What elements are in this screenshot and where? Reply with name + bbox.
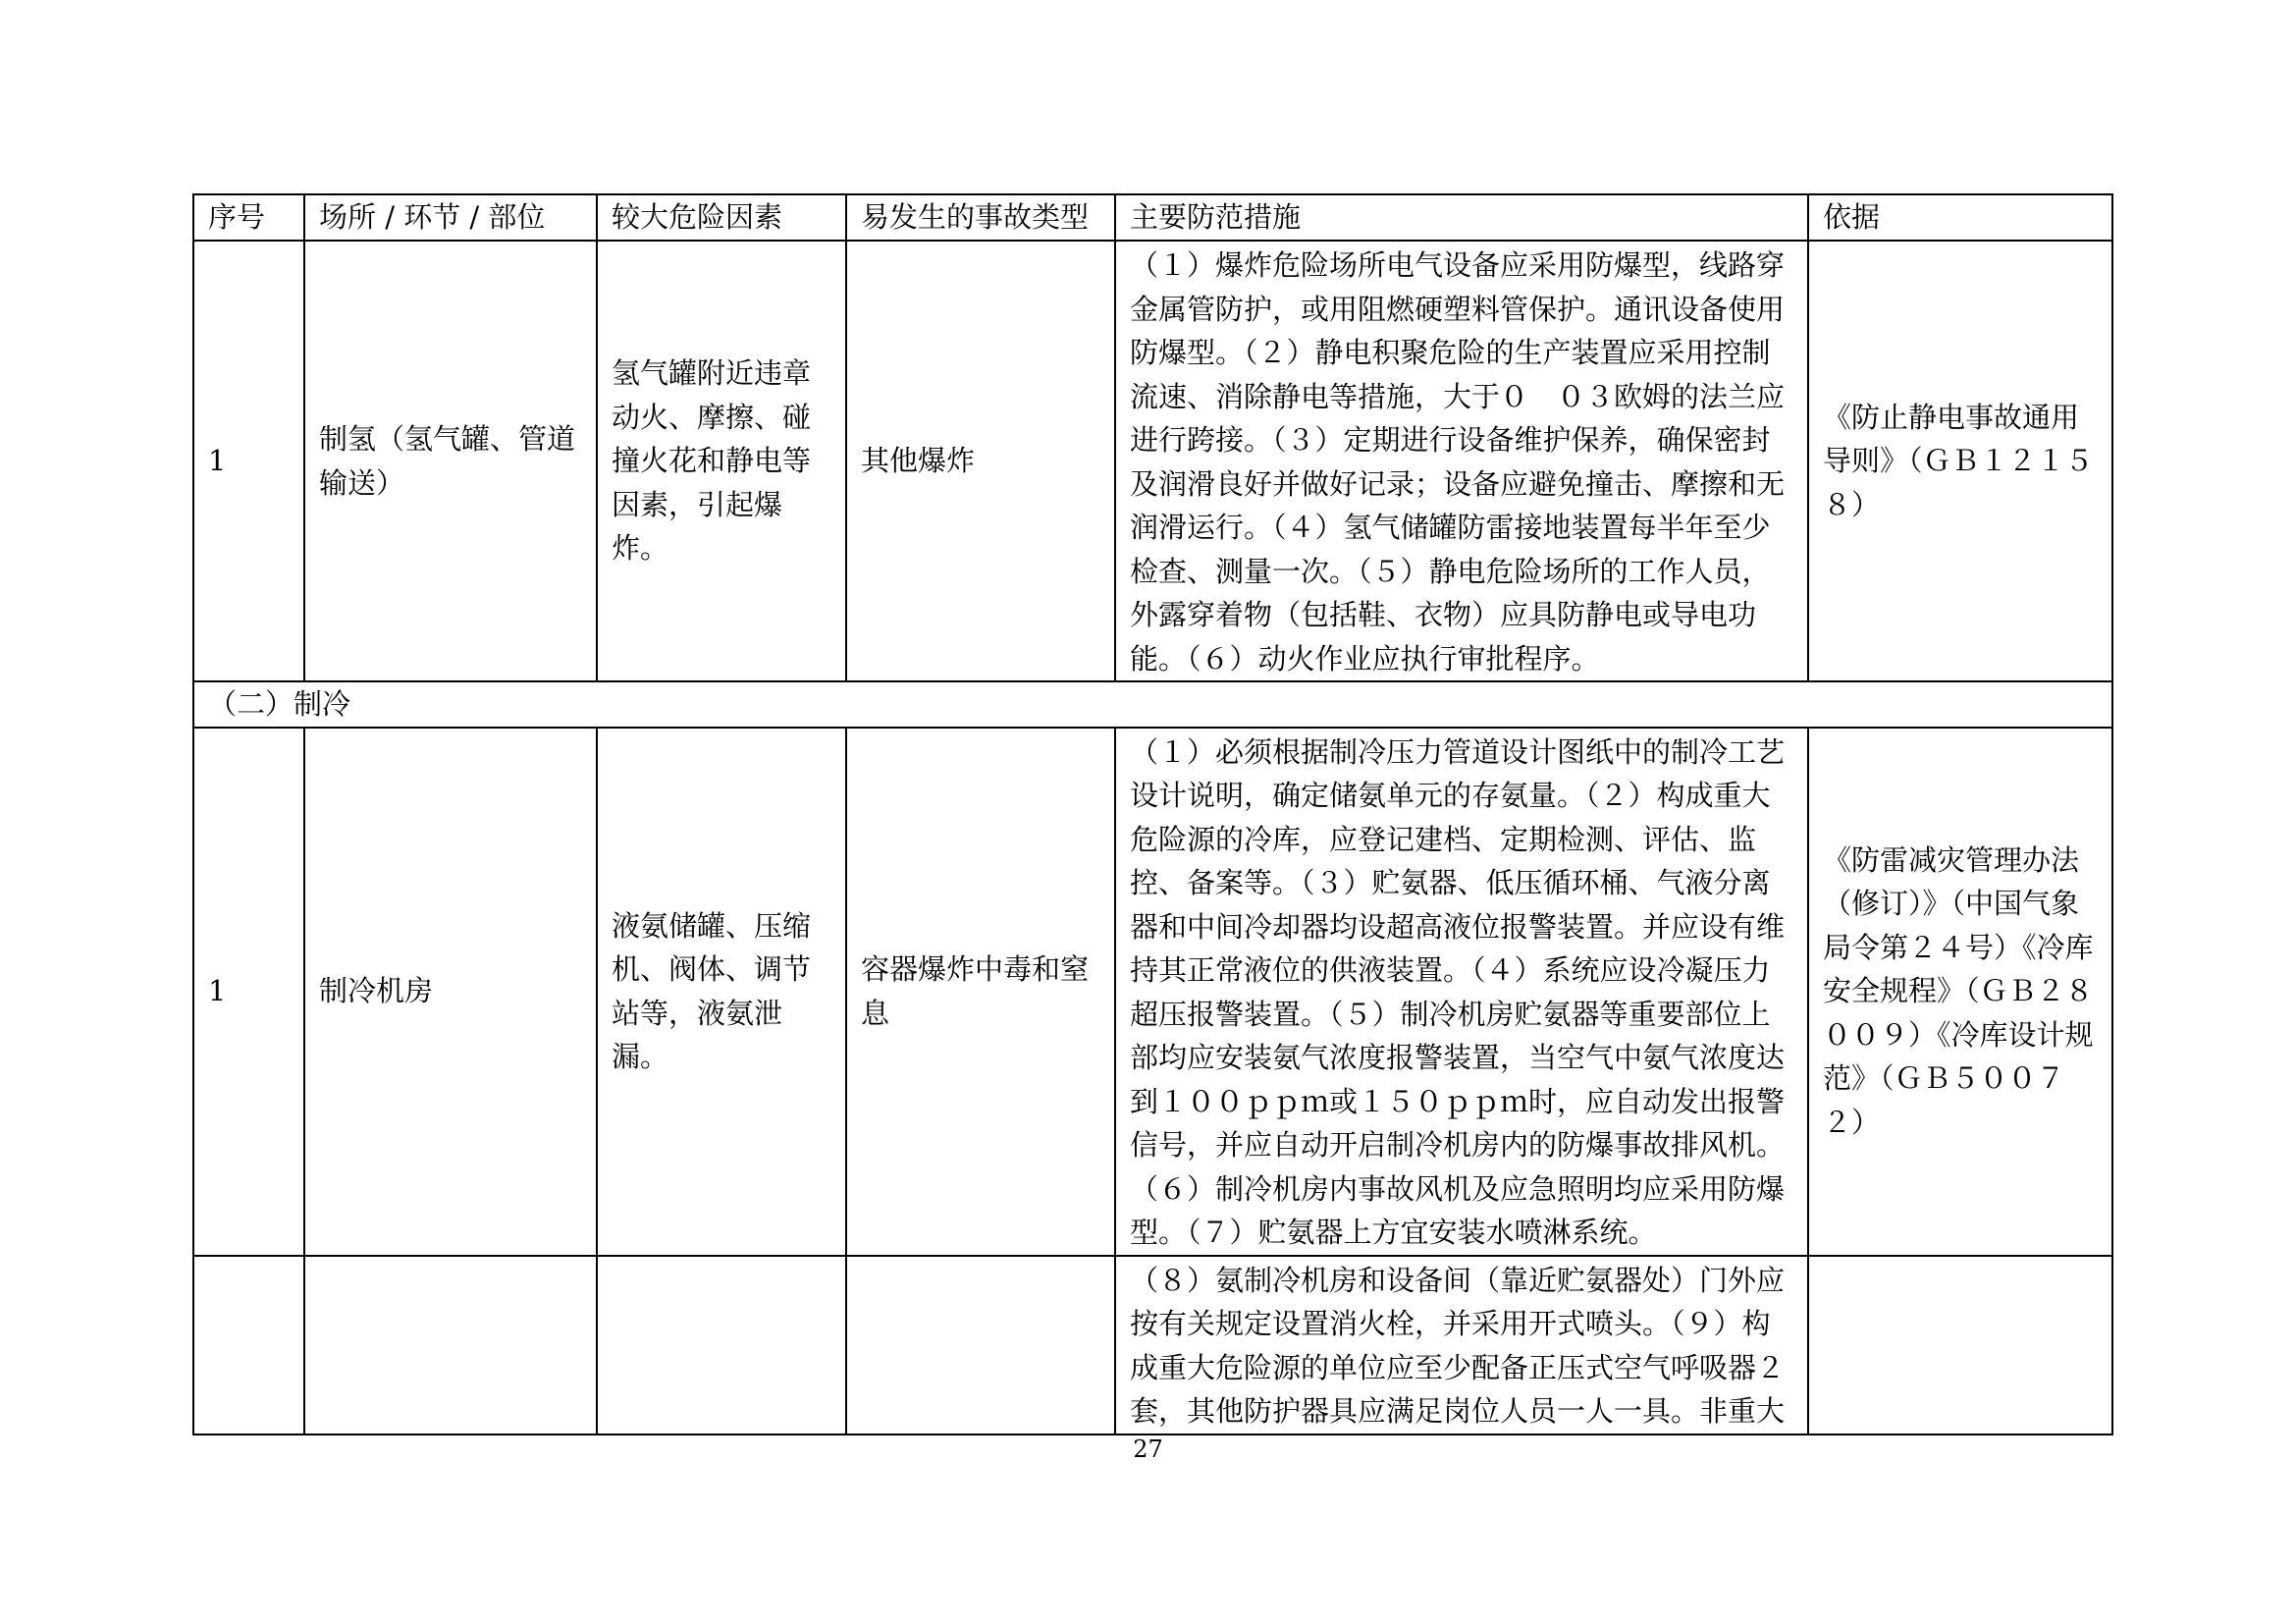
hazard-table [192,193,2113,1435]
table-header-row [193,194,2112,241]
table-row [193,728,2112,1256]
section-row [193,681,2112,728]
cell-measures: （１）必须根据制冷压力管道设计图纸中的制冷工艺设计说明，确定储氨单元的存氨量。（２）构成重大危险源的冷库，应登记建档、定期检测、评估、监控、备案等。（３）贮氨器、低压循环桶、气液分离器和中间冷却器均设超高液位报警装置。并应设有维持其正常液位的供液装置。（４）系统应设冷凝压力超压报警装置。（５）制冷机房贮氨器等重要部位上部均应安装氨气浓度报警装置，当空气中氨气浓度达到１００ｐｐｍ或１５０ｐｐｍ时，应自动发出报警信号，并应自动开启制冷机房内的防爆事故排风机。（６）制冷机房内事故风机及应急照明均应采用防爆型。（７）贮氨器上方宜安装水喷淋系统。 [1115,728,1808,1256]
cell-measures: （１）爆炸危险场所电气设备应采用防爆型，线路穿金属管防护，或用阻燃硬塑料管保护。通讯设备使用防爆型。（２）静电积聚危险的生产装置应采用控制流速、消除静电等措施，大于０ ０３欧姆的法兰应进行跨接。（３）定期进行设备维护保养，确保密封及润滑良好并做好记录；设备应避免撞击、摩擦和无润滑运行。（４）氢气储罐防雷接地装置每半年至少检查、测量一次。（５）静电危险场所的工作人员，外露穿着物（包括鞋、衣物）应具防静电或导电功能。（６）动火作业应执行审批程序。 [1115,241,1808,681]
cell-place: 制氢（氢气罐、管道输送） [304,241,597,681]
cell-hazard: 氢气罐附近违章动火、摩擦、碰撞火花和静电等因素，引起爆炸。 [597,241,846,681]
page-number: 27 [1133,1435,1163,1463]
header-accident: 易发生的事故类型 [846,194,1115,241]
cell-accident [846,1256,1115,1435]
cell-accident: 容器爆炸中毒和窒息 [846,728,1115,1256]
table-row [193,241,2112,681]
header-measures: 主要防范措施 [1115,194,1808,241]
cell-hazard: 液氨储罐、压缩机、阀体、调节站等，液氨泄漏。 [597,728,846,1256]
header-place: 场所 / 环节 / 部位 [304,194,597,241]
cell-place: 制冷机房 [304,728,597,1256]
header-no: 序号 [193,194,304,241]
cell-place [304,1256,597,1435]
cell-no: 1 [193,728,304,1256]
cell-no [193,1256,304,1435]
cell-basis: 《防止静电事故通用导则》（ＧＢ１２１５８） [1808,241,2112,681]
cell-hazard [597,1256,846,1435]
cell-basis: 《防雷减灾管理办法（修订）》（中国气象局令第２４号）《冷库安全规程》（ＧＢ２８００９）《冷库设计规范》（ＧＢ５００７２） [1808,728,2112,1256]
header-basis: 依据 [1808,194,2112,241]
header-hazard: 较大危险因素 [597,194,846,241]
cell-basis [1808,1256,2112,1435]
cell-no: 1 [193,241,304,681]
section-title: （二）制冷 [193,681,2112,728]
cell-accident: 其他爆炸 [846,241,1115,681]
cell-measures: （８）氨制冷机房和设备间（靠近贮氨器处）门外应按有关规定设置消火栓，并采用开式喷头。（９）构成重大危险源的单位应至少配备正压式空气呼吸器２套，其他防护器具应满足岗位人员一人一具。非重大 [1115,1256,1808,1435]
table-row [193,1256,2112,1435]
